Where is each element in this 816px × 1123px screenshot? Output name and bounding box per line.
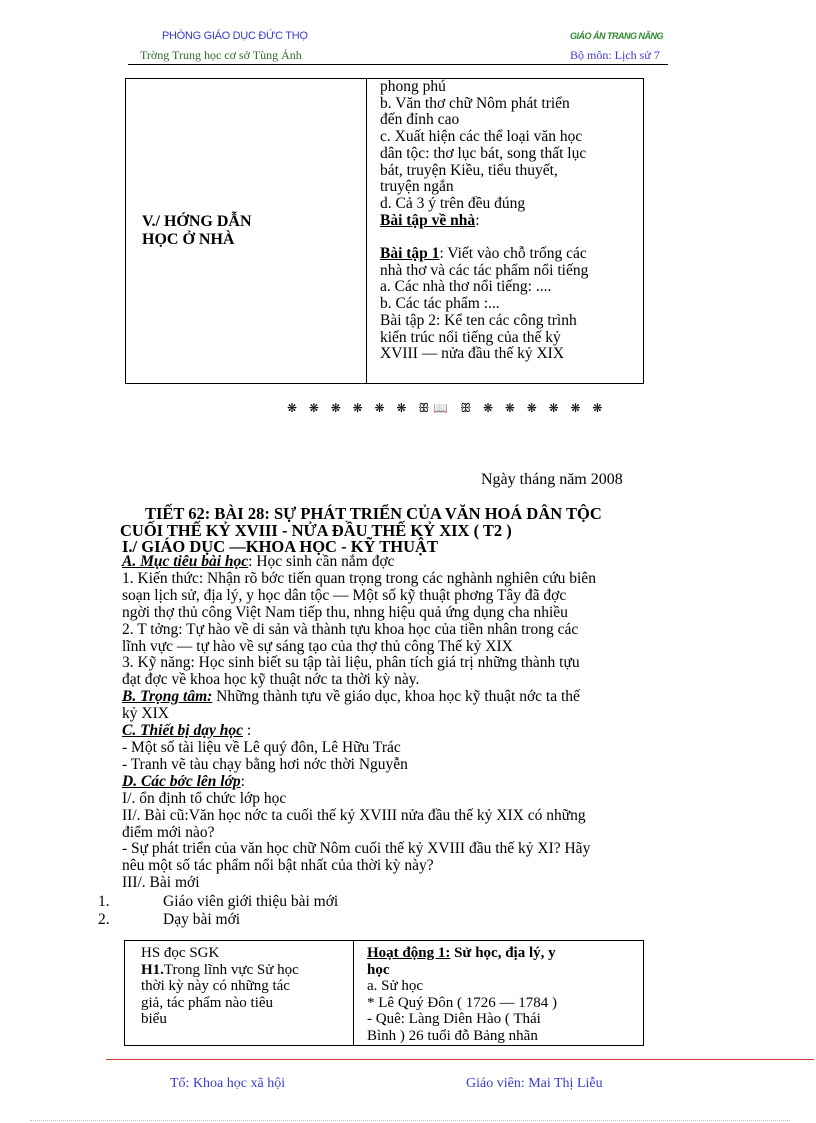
footer-rule	[106, 1059, 814, 1060]
content-line: b. Các tác phẩm :...	[380, 295, 500, 313]
cell-line: HS đọc SGK	[141, 945, 220, 961]
objectives-heading	[122, 554, 722, 571]
cell-line: a. Sử học	[367, 978, 424, 994]
homework-heading	[380, 213, 643, 230]
list-text: Dạy bài mới	[163, 910, 241, 928]
body-line: - Sự phát triển của văn học chữ Nôm cuối thế kỷ XVIII đầu thế kỷ XI? Hãy	[122, 840, 591, 858]
numbered-list	[98, 893, 338, 928]
objectives-label: A. Mục tiêu bài học	[122, 553, 249, 570]
homework-label: Bài tập về nhà	[380, 211, 476, 229]
content-line: Bài tập 2: Kể ten các công trình	[380, 311, 577, 329]
content-cell	[354, 941, 644, 1046]
content-line: d. Cả 3 ý trên đều đúng	[380, 194, 526, 212]
list-text: Giáo viên giới thiệu bài mới	[163, 893, 339, 910]
cell-line: biểu	[141, 1011, 167, 1027]
cell-line: thời kỳ này có những tác	[141, 978, 290, 994]
body-line: kỷ XIX	[122, 705, 169, 723]
cell-line: Trong lĩnh vực Sử học	[163, 961, 299, 978]
homework-content-cell	[367, 79, 644, 384]
steps-label: D. Các bớc lên lớp	[122, 772, 241, 790]
lesson-title	[120, 504, 705, 556]
subject-label: Bộ môn: Lịch sử 7	[570, 48, 660, 62]
section-heading-line-2: HỌC Ở NHÀ	[142, 231, 235, 248]
body-line: đạt đợc về khoa học kỹ thuật nớc ta thời kỳ này.	[122, 671, 420, 689]
cell-line: * Lê Quý Đôn ( 1726 — 1784 )	[367, 994, 557, 1011]
page-edge-dots	[30, 1120, 790, 1121]
exercise-1-label: Bài tập 1	[380, 245, 440, 263]
body-line: ngời thợ thủ công Việt Nam tiếp thu, nhng hiệu quả ứng dụng cha nhiều	[122, 603, 568, 621]
question-line	[141, 962, 347, 979]
objectives-text: : Học sinh cần nắm đợc	[248, 553, 395, 570]
school-name: Trờng Trung học cơ sở Tùng Ảnh	[140, 48, 302, 62]
activity-table	[124, 940, 644, 1046]
content-line: b. Văn thơ chữ Nôm phát triển	[380, 94, 570, 112]
body-line: soạn lịch sử, địa lý, y học dân tộc — Một số kỹ thuật phơng Tây đã đợc	[122, 586, 567, 604]
equipment-colon: :	[242, 722, 252, 740]
section-heading-line-1: V./ HỚNG DẪN	[142, 213, 252, 230]
homework-section-cell	[126, 79, 367, 384]
cell-line: - Quê: Làng Diên Hào ( Thái	[367, 1011, 541, 1027]
department-name: PHÒNG GIÁO DỤC ĐỨC THỌ	[162, 30, 308, 42]
body-line: III/. Bài mới	[122, 874, 200, 892]
content-line: : Viết vào chỗ trống các	[439, 245, 587, 263]
homework-table	[125, 78, 644, 384]
homework-colon: :	[475, 211, 480, 229]
lesson-body	[122, 554, 722, 892]
content-line: dân tộc: thơ lục bát, song thất lục	[380, 144, 587, 162]
ornament-divider: ❋ ❋ ❋ ❋ ❋ ❋ ꕥ📖 ꕥ ❋ ❋ ❋ ❋ ❋ ❋	[287, 401, 607, 415]
header-rule	[128, 64, 668, 65]
equipment-label: C. Thiết bị dạy học	[122, 722, 243, 740]
body-line: nêu một số tác phẩm nổi bật nhất của thời kỳ này?	[122, 857, 434, 875]
body-line: 2. T tởng: Tự hào về di sản và thành tựu khoa học của tiền nhân trong các	[122, 620, 579, 638]
teacher-footer: Giáo viên: Mai Thị Liễu	[466, 1076, 603, 1091]
list-number: 2.	[98, 910, 110, 928]
body-line: 1. Kiến thức: Nhận rõ bớc tiến quan trọng trong các nghành nghiên cứu biên	[122, 569, 596, 587]
exercise-1-line	[380, 246, 643, 263]
activity-title-line-2: học	[367, 961, 390, 978]
activity-heading	[367, 945, 637, 962]
content-line: XVIII — nửa đầu thế kỷ XIX	[380, 345, 565, 363]
steps-heading	[122, 774, 722, 791]
department-footer: Tổ: Khoa học xã hội	[170, 1076, 286, 1091]
body-line: 3. Kỹ năng: Học sinh biết su tập tài liệu, phân tích giá trị những thành tựu	[122, 654, 580, 672]
question-label: H1.	[141, 961, 164, 978]
focus-text: Những thành tựu về giáo dục, khoa học kỹ thuật nớc ta thế	[212, 688, 580, 706]
cell-line: Bình ) 26 tuổi đỗ Bảng nhãn	[367, 1027, 538, 1044]
activity-label: Hoạt động 1:	[367, 945, 451, 961]
lesson-title-line-2: CUỐI THẾ KỶ XVIII - NỬA ĐẦU THẾ KỶ XIX ( T2 )	[120, 520, 512, 540]
content-line: kiến trúc nổi tiếng của thế kỷ	[380, 328, 561, 346]
body-line: - Một số tài liệu về Lê quý đôn, Lê Hữu Trác	[122, 738, 401, 756]
body-line: điểm mới nào?	[122, 823, 215, 841]
body-line: I/. ổn định tổ chức lớp học	[122, 789, 287, 807]
content-line: bát, truyện Kiều, tiểu thuyết,	[380, 161, 558, 179]
list-item	[98, 893, 338, 911]
steps-colon: :	[240, 772, 245, 790]
focus-label: B. Trọng tâm:	[122, 688, 213, 706]
lesson-title-line-3: I./ GIÁO DỤC —KHOA HỌC - KỸ THUẬT	[122, 537, 438, 556]
activity-title: Sử học, địa lý, y	[450, 945, 556, 961]
lesson-title-line-1: TIẾT 62: BÀI 28: SỰ PHÁT TRIỂN CỦA VĂN HOÁ DÂN TỘC	[145, 504, 602, 523]
brand-text: GIÁO ÁN TRANG NĂNG	[570, 31, 663, 41]
content-line: nhà thơ và các tác phẩm nổi tiếng	[380, 261, 589, 279]
student-activity-cell	[125, 941, 354, 1046]
content-line: a. Các nhà thơ nổi tiếng: ....	[380, 278, 552, 296]
equipment-heading	[122, 723, 722, 740]
body-line: - Tranh vẽ tàu chạy bằng hơi nớc thời Nguyễn	[122, 755, 408, 773]
cell-line: giả, tác phẩm nào tiêu	[141, 994, 274, 1011]
date-line: Ngày tháng năm 2008	[481, 471, 623, 488]
body-line: II/. Bài cũ:Văn học nớc ta cuối thế kỷ XVIII nửa đầu thế kỷ XIX có những	[122, 806, 586, 824]
content-line: phong phú	[380, 78, 446, 95]
focus-heading	[122, 689, 722, 706]
list-item	[98, 911, 338, 929]
list-number: 1.	[98, 893, 110, 910]
content-line: đến đỉnh cao	[380, 111, 460, 129]
content-line: c. Xuất hiện các thể loại văn học	[380, 128, 583, 146]
body-line: lĩnh vực — tự hào về sự sáng tạo của thợ thủ công Thế kỷ XIX	[122, 637, 513, 655]
content-line: truyện ngắn	[380, 178, 454, 196]
